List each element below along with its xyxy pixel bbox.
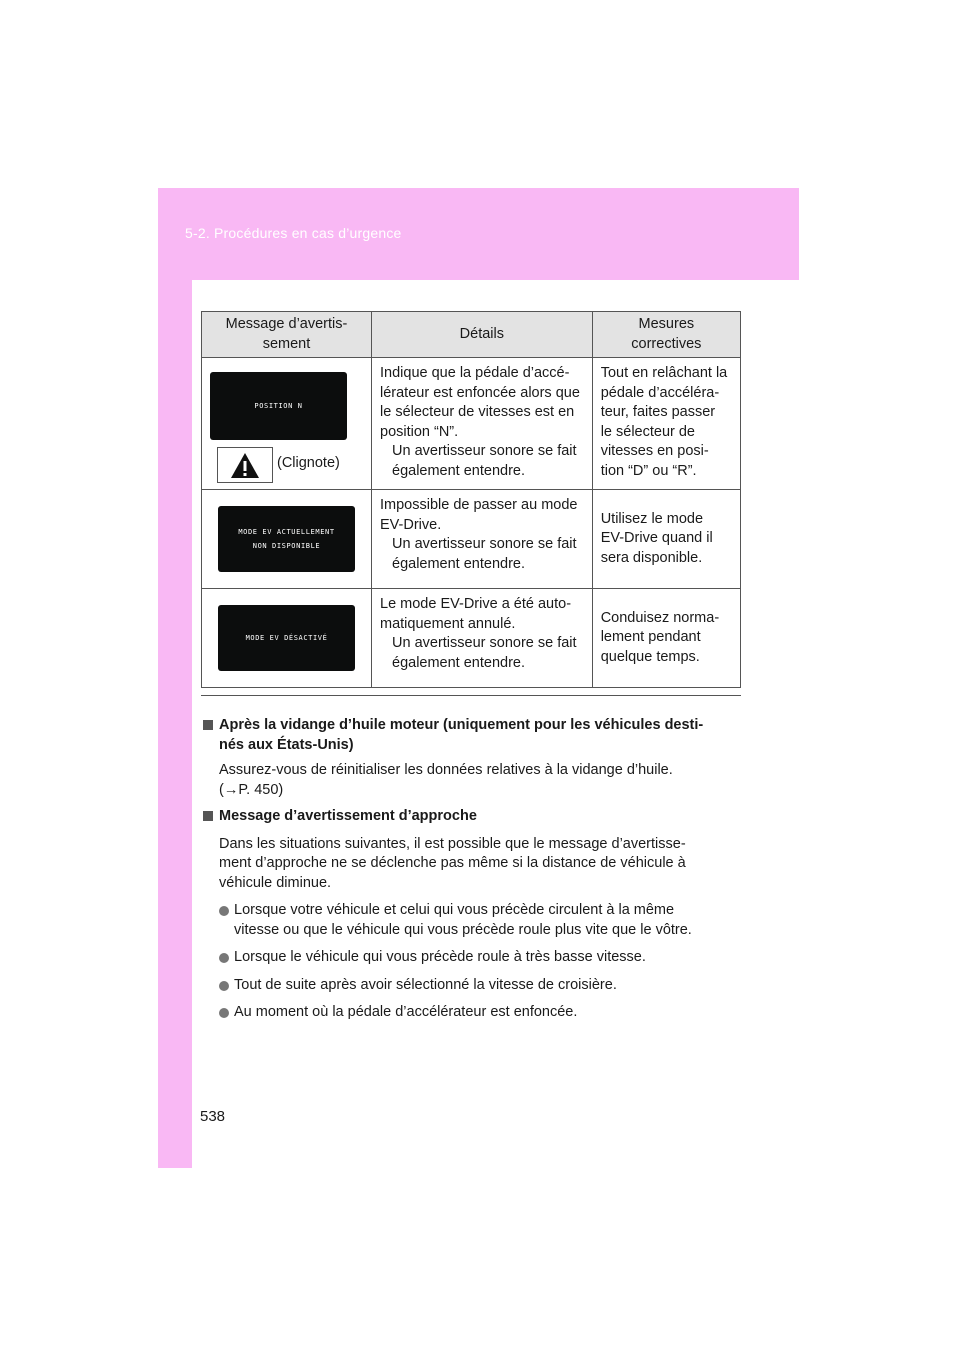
warning-message-table — [201, 311, 741, 688]
table-row — [202, 589, 741, 688]
screen-text: NON DISPONIBLE — [252, 542, 321, 550]
section-text: Assurez-vous de réinitialiser les données relatives à la vidange d’huile. (→P. 450) — [219, 762, 673, 798]
table-row — [202, 490, 741, 589]
section-divider — [201, 695, 741, 696]
actions-cell: Tout en relâchant la pédale d’accéléra- teur, faites passer le sélecteur de vitesses en posi- tion “D” ou “R”. — [592, 358, 740, 490]
section-title: Après la vidange d’huile moteur (uniquement pour les véhicules desti- nés aux États-Unis) — [201, 716, 741, 755]
notes-body — [201, 716, 741, 1023]
actions-cell: Conduisez norma- lement pendant quelque temps. — [592, 589, 740, 688]
column-header-actions: Mesures correctives — [592, 312, 740, 358]
warning-symbol-box — [217, 447, 273, 483]
screen-text: POSITION N — [254, 402, 303, 410]
list-item: Lorsque le véhicule qui vous précède roule à très basse vitesse. — [219, 948, 741, 968]
section-header: 5-2. Procédures en cas d’urgence — [185, 225, 402, 241]
details-cell: Le mode EV-Drive a été auto- matiquement annulé. Un avertisseur sonore se fait également entendre. — [372, 589, 593, 688]
page-number: 538 — [200, 1108, 226, 1125]
flash-label: (Clignote) — [277, 455, 340, 471]
list-item: Tout de suite après avoir sélectionné la vitesse de croisière. — [219, 976, 741, 996]
message-cell — [202, 358, 372, 490]
list-item: Au moment où la pédale d’accélérateur est enfoncée. — [219, 1003, 741, 1023]
warning-triangle-icon — [230, 452, 260, 479]
square-bullet-icon — [203, 720, 213, 730]
circle-bullet-icon — [219, 1008, 229, 1018]
screen-text: MODE EV DÉSACTIVÉ — [245, 634, 328, 642]
circle-bullet-icon — [219, 981, 229, 991]
display-screen — [218, 605, 355, 671]
section-title: Message d’avertissement d’approche — [201, 807, 741, 827]
circle-bullet-icon — [219, 953, 229, 963]
details-cell: Impossible de passer au mode EV-Drive. Un avertisseur sonore se fait également entendre. — [372, 490, 593, 589]
list-item: Lorsque votre véhicule et celui qui vous précède circulent à la même vitesse ou que le véhicule qui vous précède roule plus vite que le vôtre. — [219, 901, 741, 940]
square-bullet-icon — [203, 811, 213, 821]
table-row — [202, 358, 741, 490]
screen-text: MODE EV ACTUELLEMENT — [238, 528, 335, 536]
message-cell — [202, 490, 372, 589]
display-screen — [218, 506, 355, 572]
details-cell: Indique que la pédale d’accé- lérateur est enfoncée alors que le sélecteur de vitesses est en position “N”. Un avertisseur sonore se fait également entendre. — [372, 358, 593, 490]
column-header-details: Détails — [372, 312, 593, 358]
actions-cell: Utilisez le mode EV-Drive quand il sera disponible. — [592, 490, 740, 589]
message-cell — [202, 589, 372, 688]
side-band — [158, 280, 192, 1168]
circle-bullet-icon — [219, 906, 229, 916]
column-header-message: Message d’avertis- sement — [202, 312, 372, 358]
display-screen — [210, 372, 347, 440]
section-text: Dans les situations suivantes, il est possible que le message d’avertisse- ment d’approche ne se déclenche pas même si la distance de véhicule à véhicule diminue. — [219, 835, 686, 891]
